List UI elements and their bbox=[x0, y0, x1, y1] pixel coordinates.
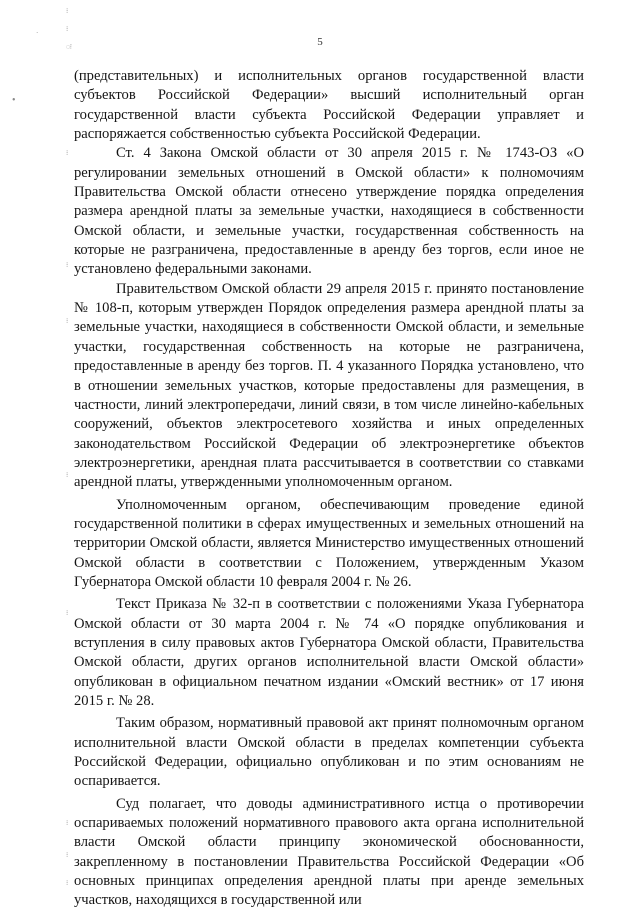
document-body bbox=[74, 67, 584, 911]
paragraph-government-resolution: Правительством Омской области 29 апреля 2015 г. принято постановление № 108-п, которым утвержден Порядок определения размера арендной платы за земельные участки, находящиеся в собственности Омской области, и земельные участки, государственная собственность на которые не разграничена, предоставленные в аренду без торгов. П. 4 указанного Порядка установлено, что в отношении земельных участков, которые предоставлены для размещения, в частности, линий электропередачи, линий связи, в том числе линейно-кабельных сооружений, объектов электросетевого хозяйства и иных определенных законодательством Российской Федерации об электроэнергетике объектов электроэнергетики, арендная плата рассчитывается в соответствии со ставками арендной платы, утвержденными уполномоченным органом. bbox=[74, 280, 584, 491]
paragraph-conclusion: Таким образом, нормативный правовой акт принят полномочным органом исполнительной власти Омской области в пределах компетенции субъекта Российской Федерации, официально опубликован и по этим основаниям не оспаривается. bbox=[74, 715, 584, 790]
paragraph-court-opinion: Суд полагает, что доводы административного истца о противоречии оспариваемых положений нормативного правового акта органа исполнительной власти Омской области принципу экономической обоснованности, закрепленному в постановлении Правительства Российской Федерации «Об основных принципах определения арендной платы при аренде земельных участков, находящихся в государственной или bbox=[74, 795, 584, 909]
page-number: 5 bbox=[317, 36, 323, 48]
paragraph-authorized-body: Уполномоченным органом, обеспечивающим проведение единой государственной политики в сферах имущественных и земельных отношений на территории Омской области, является Министерство имущественных отношений Омской области в соответствии с Положением, утвержденным Указом Губернатора Омской области 10 февраля 2004 г. № 26. bbox=[74, 496, 584, 590]
paragraph-omsk-law: Ст. 4 Закона Омской области от 30 апреля 2015 г. № 1743-ОЗ «О регулировании земельных отношений в Омской области» к полномочиям Правительства Омской области отнесено утверждение порядка определения размера арендной платы за земельные участки, находящиеся в собственности Омской области, и земельные участки, государственная собственность на которые не разграничена, предоставленные в аренду без торгов, если иное не установлено федеральными законами. bbox=[74, 145, 584, 278]
paragraph-continuation: (представительных) и исполнительных органов государственной власти субъектов Российской Федерации» высший исполнительный орган государственной власти субъекта Российской Федерации управляет и распоряжается собственностью субъекта Российской Федерации. bbox=[74, 68, 584, 143]
paragraph-order-text: Текст Приказа № 32-п в соответствии с положениями Указа Губернатора Омской области от 30 марта 2004 г. № 74 «О порядке опубликования и вступления в силу правовых актов Губернатора Омской области, Правительства Омской области, других органов исполнительной власти Омской области» опубликован в официальном печатном издании «Омский вестник» от 17 июня 2015 г. № 28. bbox=[74, 596, 584, 709]
